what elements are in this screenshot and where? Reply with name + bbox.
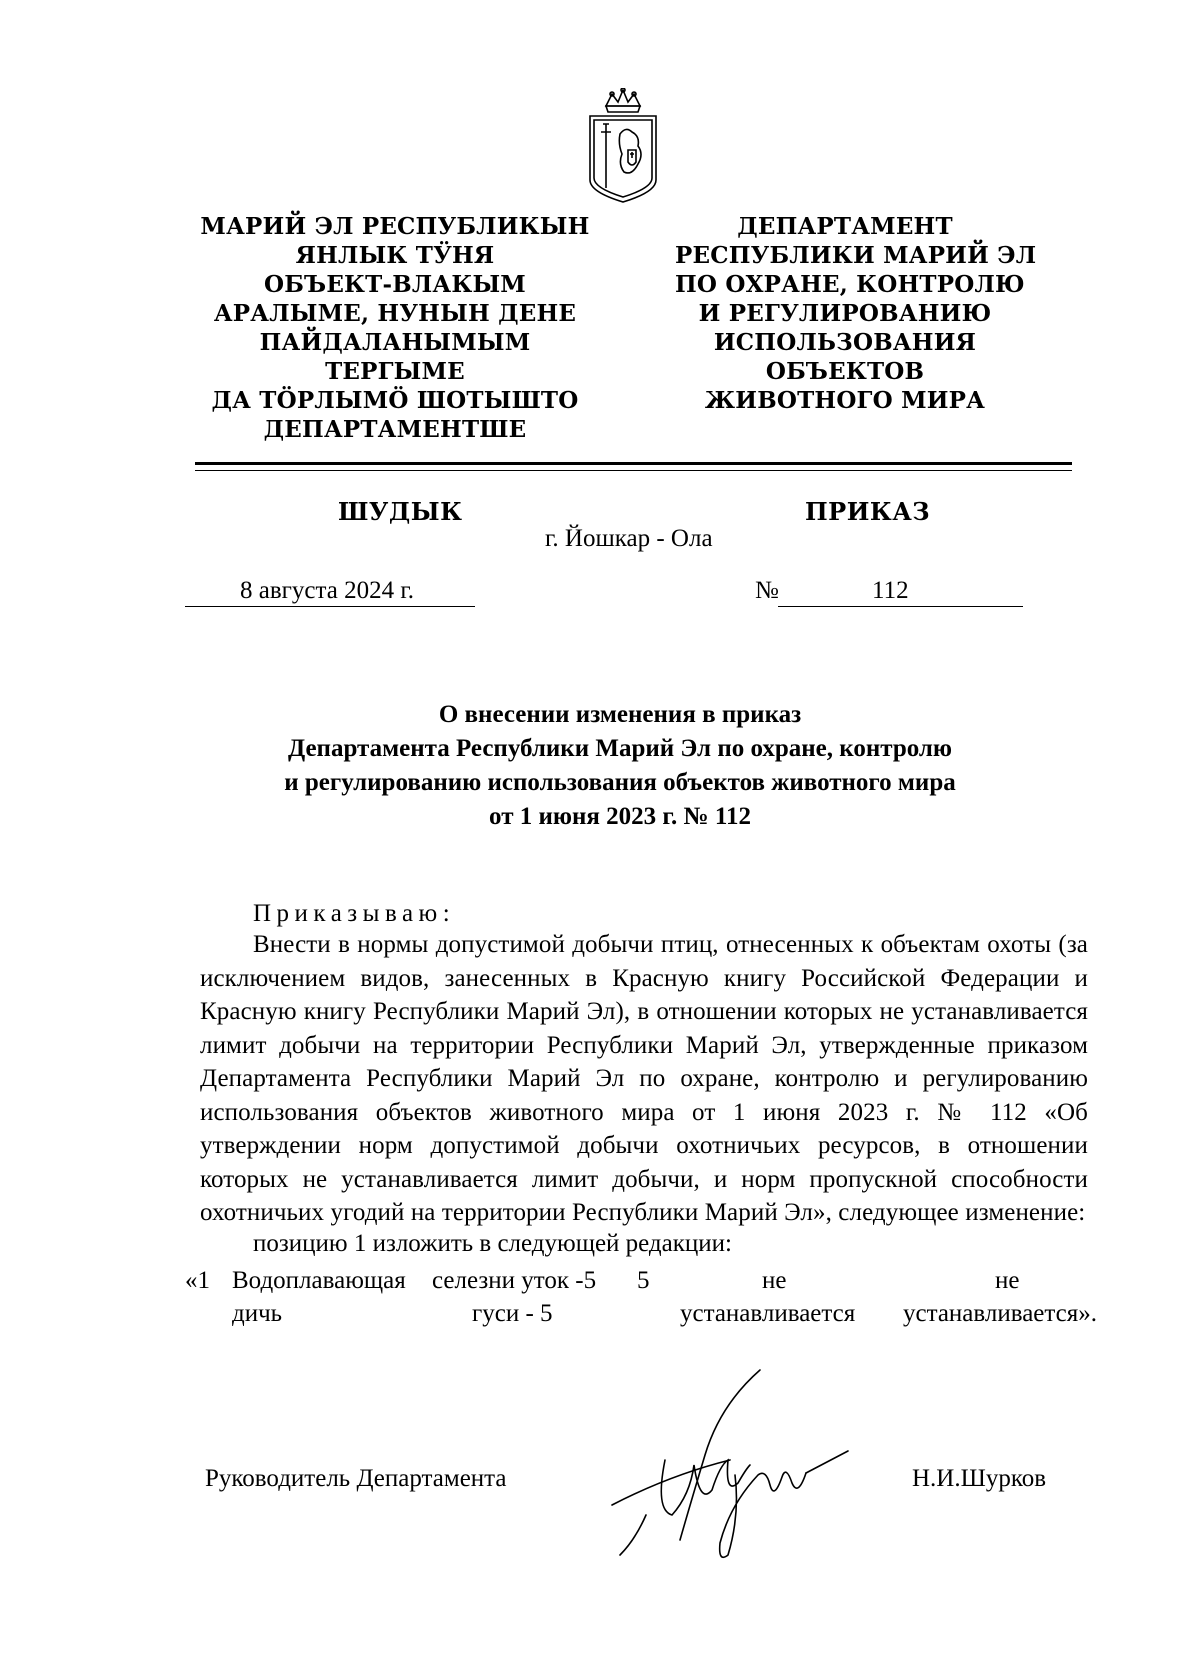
header-left-line: ДЕПАРТАМЕНТШЕ: [263, 416, 527, 443]
row-category-line1: Водоплавающая: [232, 1267, 406, 1294]
order-number: 112: [872, 577, 909, 604]
header-left-line: АРАЛЫМЕ, НУНЫН ДЕНЕ: [213, 300, 577, 327]
row-norm-line2: гуси - 5: [472, 1300, 553, 1327]
header-right-line: ПО ОХРАНЕ, КОНТРОЛЮ: [675, 271, 1025, 298]
header-mari-department-name: [195, 212, 595, 444]
number-sign: №: [755, 577, 779, 604]
row-category-line2: дичь: [232, 1300, 283, 1327]
row-norm-line1: селезни уток -5: [432, 1267, 597, 1294]
date-underline: [185, 606, 475, 607]
document-title: [220, 698, 1020, 834]
header-right-line: РЕСПУБЛИКИ МАРИЙ ЭЛ: [675, 242, 1037, 269]
header-left-line: ЯНЛЫК ТӰНЯ: [295, 242, 495, 269]
header-divider-thick: [195, 462, 1072, 465]
row-col5-line2: устанавливается».: [903, 1300, 1097, 1327]
order-date: 8 августа 2024 г.: [240, 577, 415, 604]
header-left-line: ПАЙДАЛАНЫМЫМ: [259, 329, 531, 356]
order-word: Приказываю:: [253, 900, 456, 927]
header-russian-department-name: [675, 212, 1037, 415]
header-right-line: ЖИВОТНОГО МИРА: [704, 387, 986, 414]
doc-type-russian: ПРИКАЗ: [805, 497, 931, 526]
row-season: 5: [637, 1267, 650, 1294]
handwritten-signature: [610, 1365, 850, 1565]
body-paragraph: Внести в нормы допустимой добычи птиц, отнесенных к объектам охоты (за исключением видов, занесенных в Красную книгу Российской Федерации и Красную книгу Республики Марий Эл), в отношении которых не устанавливается лимит добычи на территории Республики Марий Эл, утвержденные приказом Департамента Республики Марий Эл по охране, контролю и регулированию использования объектов животного мира от 1 июня 2023 г. № 112 «Об утверждении норм допустимой добычи охотничьих ресурсов, в отношении которых не устанавливается лимит добычи, и норм пропускной способности охотничьих угодий на территории Республики Марий Эл», следующее изменение:: [200, 931, 1088, 1226]
header-right-line: ИСПОЛЬЗОВАНИЯ: [713, 329, 977, 356]
header-left-line: ДА ТӦРЛЫМӦ ШОТЫШТО: [211, 387, 579, 414]
header-divider-thin: [195, 470, 1072, 471]
row-col4-line1: не: [762, 1267, 787, 1294]
coat-of-arms-icon: [584, 88, 662, 206]
header-right-line: И РЕГУЛИРОВАНИЮ: [698, 300, 992, 327]
header-right-line: ОБЪЕКТОВ: [765, 358, 925, 385]
row-col4-line2: устанавливается: [680, 1300, 856, 1327]
title-line: Департамента Республики Марий Эл по охране, контролю: [287, 735, 953, 762]
doc-type-mari: ШУДЫК: [338, 497, 463, 526]
signer-title: Руководитель Департамента: [205, 1465, 507, 1492]
signer-name: Н.И.Шурков: [912, 1465, 1047, 1492]
header-right-line: ДЕПАРТАМЕНТ: [737, 213, 953, 240]
title-line: и регулированию использования объектов животного мира: [284, 769, 956, 796]
row-col5-line1: не: [995, 1267, 1020, 1294]
position-instruction: позицию 1 изложить в следующей редакции:: [253, 1230, 732, 1257]
header-left-line: ОБЪЕКТ-ВЛАКЫМ: [264, 271, 526, 298]
title-line: от 1 июня 2023 г. № 112: [489, 803, 751, 830]
row-number: «1: [185, 1267, 210, 1294]
number-underline: [778, 606, 1023, 607]
header-left-line: МАРИЙ ЭЛ РЕСПУБЛИКЫН: [200, 213, 590, 240]
city: г. Йошкар - Ола: [545, 525, 713, 552]
title-line: О внесении изменения в приказ: [438, 701, 802, 728]
header-left-line: ТЕРГЫМЕ: [325, 358, 465, 385]
